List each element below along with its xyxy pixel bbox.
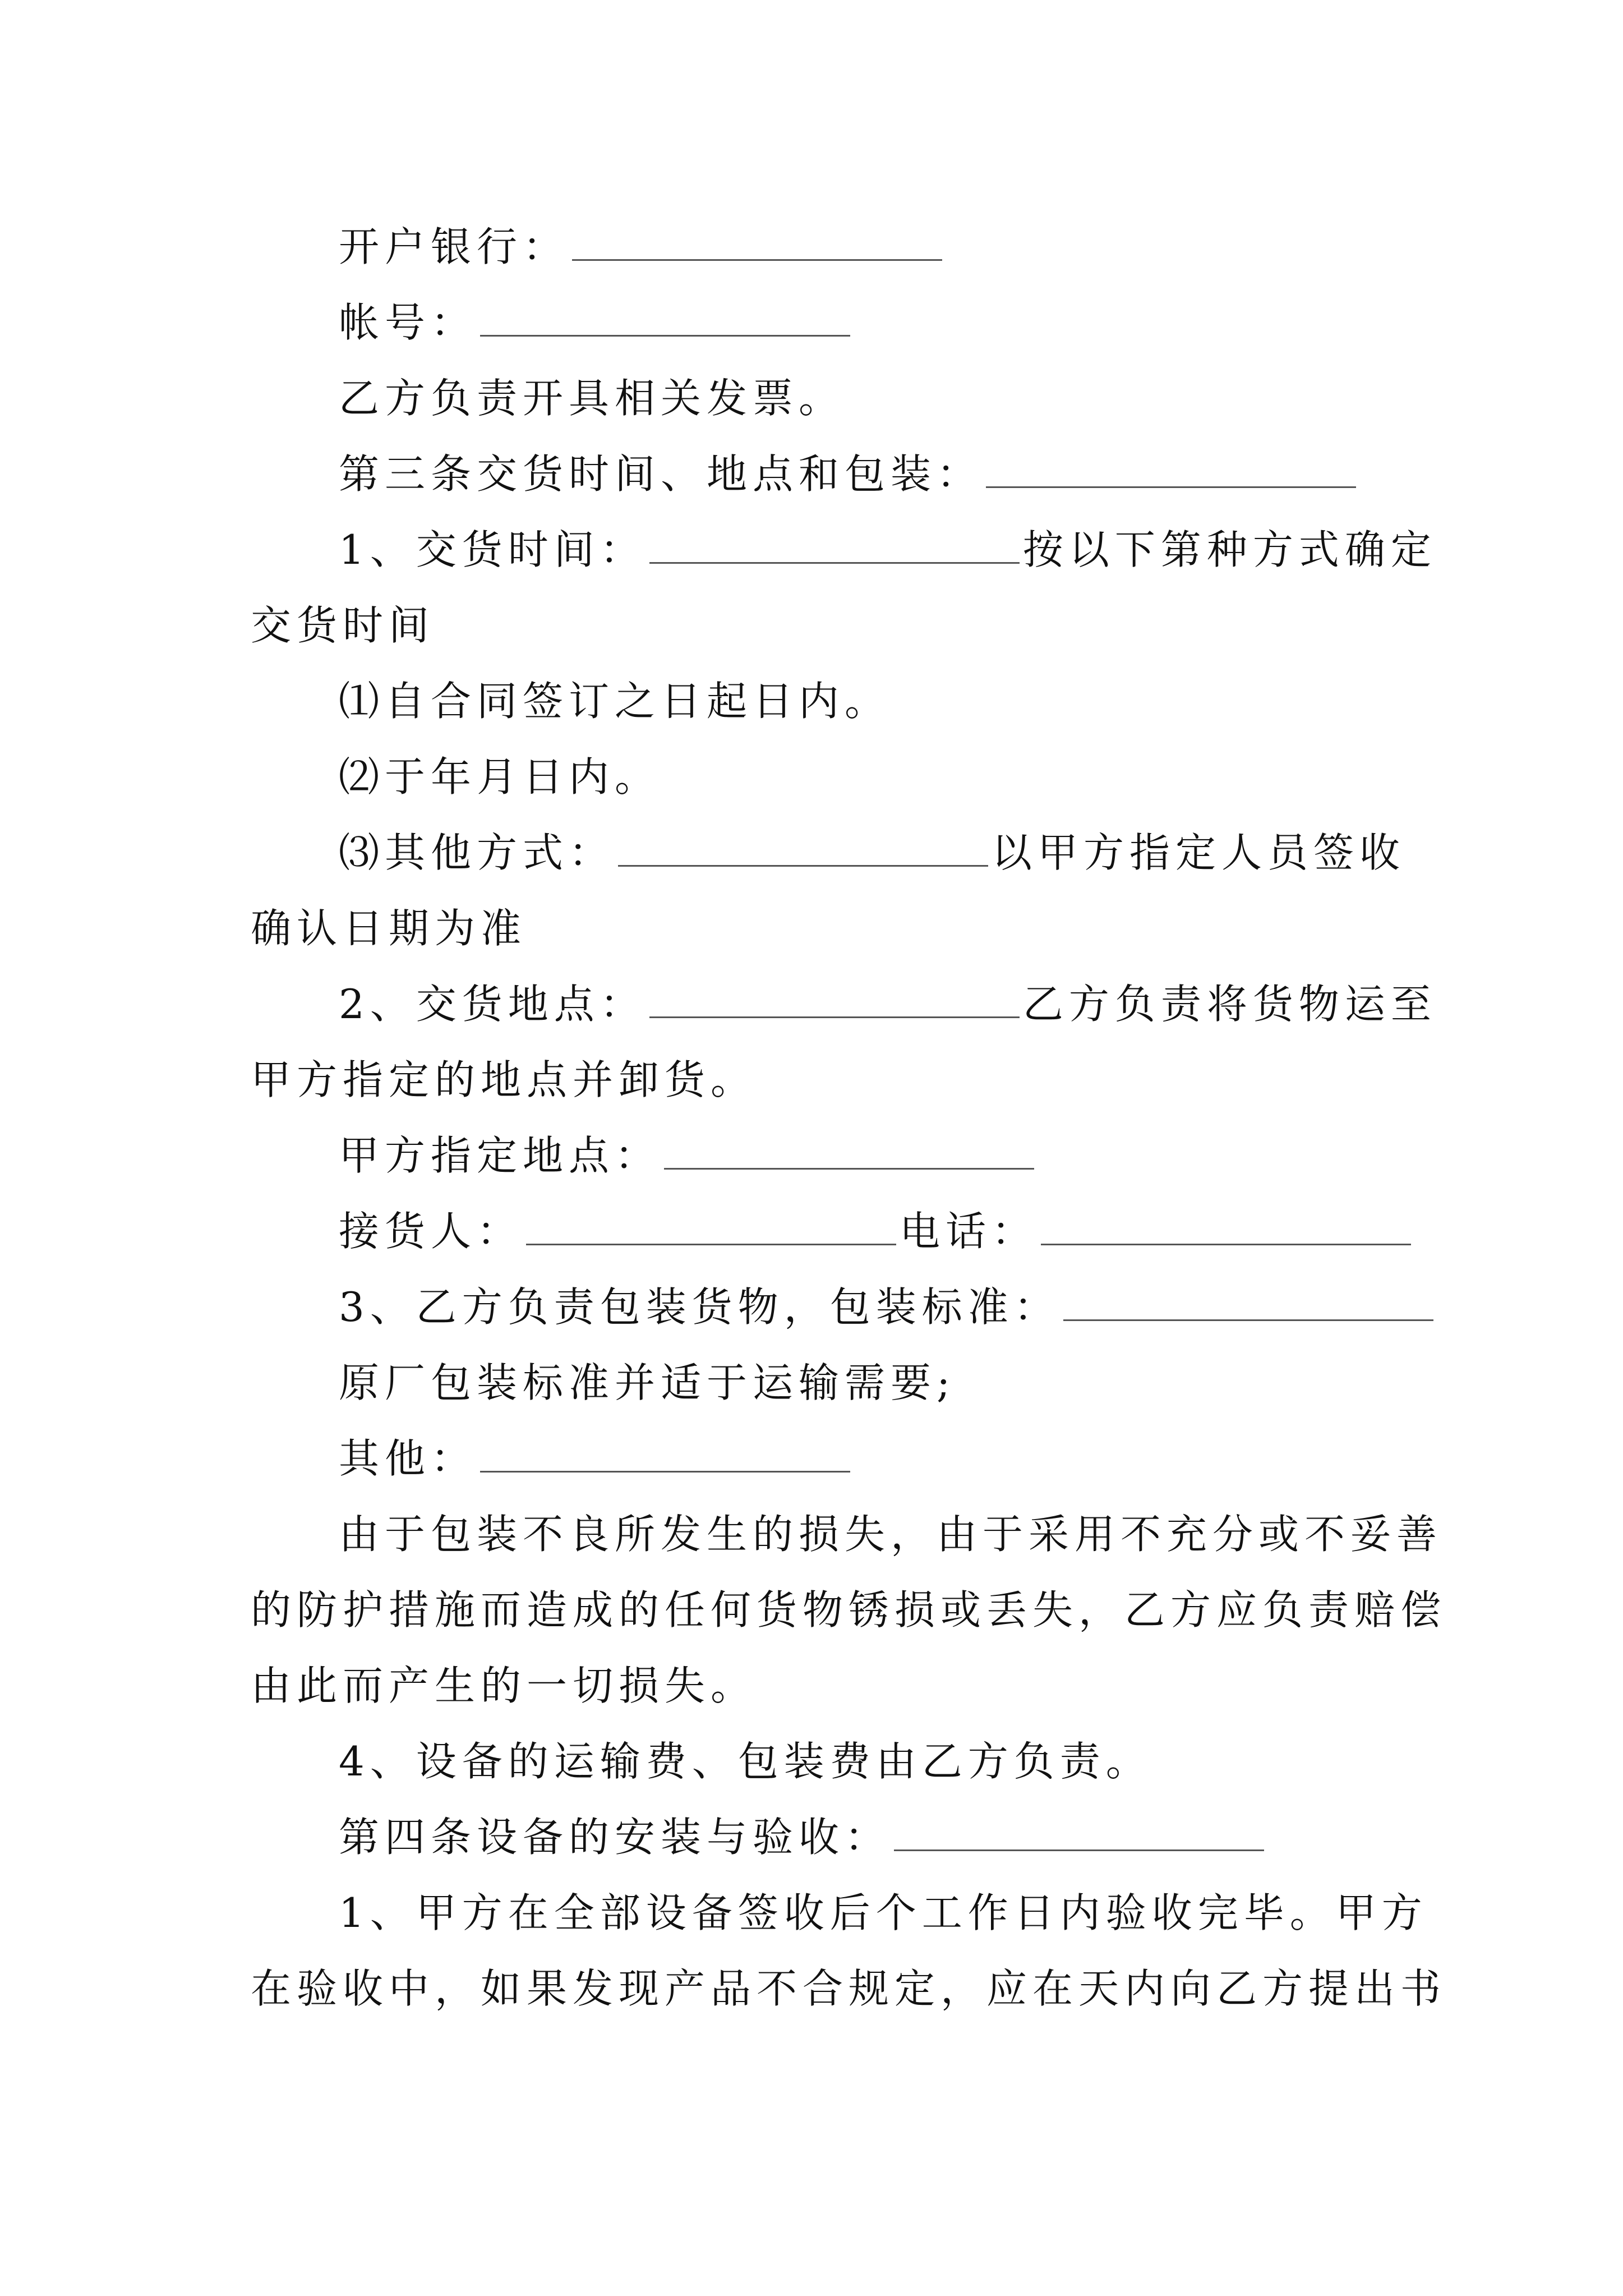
option-3-line <box>339 827 1460 878</box>
article4-title: 第四条设备的安装与验收： <box>339 1814 891 1861</box>
bank-line <box>339 222 1460 272</box>
option-3-blank[interactable] <box>618 831 988 867</box>
receiver-blank[interactable] <box>526 1210 896 1245</box>
phone-label: 电话： <box>900 1208 1038 1255</box>
packaging-blank[interactable] <box>1063 1286 1433 1321</box>
delivery-place-tail: 乙方负责将货物运至 <box>1022 981 1437 1028</box>
loss-para-text-3: 由此而产生的一切损失。 <box>251 1662 757 1709</box>
delivery-time-line <box>339 524 1460 575</box>
option-3-label: ⑶其他方式： <box>339 829 615 876</box>
acceptance-line-1 <box>339 1888 1460 1938</box>
delivery-time-tail: 按以下第种方式确定 <box>1022 526 1437 573</box>
account-label: 帐号： <box>339 299 477 346</box>
delivery-place-cont-text: 甲方指定的地点并卸货。 <box>251 1056 757 1103</box>
bank-label: 开户银行： <box>339 223 569 270</box>
loss-para-text-1: 由于包装不良所发生的损失，由于采用不充分或不妥善 <box>339 1511 1443 1558</box>
designated-place-label: 甲方指定地点： <box>339 1132 661 1179</box>
loss-para-line-2 <box>251 1585 1447 1635</box>
article3-title: 第三条交货时间、地点和包装： <box>339 450 983 498</box>
acceptance-text-1: 1、甲方在全部设备签收后个工作日内验收完毕。甲方 <box>339 1889 1428 1936</box>
account-line <box>339 297 1460 348</box>
packaging-label: 3、乙方负责包装货物，包装标准： <box>339 1283 1060 1331</box>
delivery-time-blank[interactable] <box>649 528 1020 564</box>
loss-para-line-3 <box>251 1660 1372 1711</box>
receiver-line <box>339 1206 1460 1257</box>
acceptance-line-2 <box>251 1963 1447 2014</box>
article4-blank[interactable] <box>894 1816 1264 1851</box>
phone-blank[interactable] <box>1041 1210 1411 1245</box>
freight-line <box>339 1736 1460 1787</box>
acceptance-text-2: 在验收中，如果发现产品不合规定，应在天内向乙方提出书 <box>251 1965 1447 2012</box>
other-line <box>339 1433 1460 1484</box>
article3-blank[interactable] <box>986 453 1356 488</box>
invoice-line <box>339 373 1460 424</box>
option-3-cont <box>251 903 1372 954</box>
loss-para-line-1 <box>339 1509 1460 1559</box>
delivery-place-line <box>339 979 1460 1029</box>
receiver-label: 接货人： <box>339 1208 523 1255</box>
delivery-place-cont <box>251 1055 1372 1105</box>
delivery-place-blank[interactable] <box>649 983 1020 1018</box>
designated-place-blank[interactable] <box>664 1134 1034 1170</box>
option-2-text: ⑵于年月日内。 <box>339 753 661 800</box>
article3-heading <box>339 449 1460 499</box>
article4-heading <box>339 1812 1460 1862</box>
loss-para-text-2: 的防护措施而造成的任何货物锈损或丢失，乙方应负责赔偿 <box>251 1586 1447 1634</box>
designated-place-line <box>339 1130 1460 1181</box>
delivery-time-cont <box>251 600 1372 651</box>
invoice-text: 乙方负责开具相关发票。 <box>339 375 845 422</box>
freight-text: 4、设备的运输费、包装费由乙方负责。 <box>339 1738 1152 1785</box>
account-blank[interactable] <box>480 301 850 337</box>
option-3-tail: 以甲方指定人员签收 <box>992 829 1406 876</box>
option-1-text: ⑴自合同签订之日起日内。 <box>339 678 891 725</box>
packaging-line <box>339 1282 1460 1332</box>
delivery-time-label: 1、交货时间： <box>339 526 646 573</box>
option-1-line <box>339 676 1460 726</box>
other-label: 其他： <box>339 1435 477 1482</box>
delivery-place-label: 2、交货地点： <box>339 981 646 1028</box>
packaging-standard-text: 原厂包装标准并适于运输需要; <box>339 1359 956 1406</box>
other-blank[interactable] <box>480 1437 850 1473</box>
packaging-standard-line <box>339 1358 1460 1408</box>
delivery-time-cont-text: 交货时间 <box>251 602 435 649</box>
option-3-cont-text: 确认日期为准 <box>251 905 527 952</box>
option-2-line <box>339 752 1460 802</box>
bank-blank[interactable] <box>572 226 942 261</box>
